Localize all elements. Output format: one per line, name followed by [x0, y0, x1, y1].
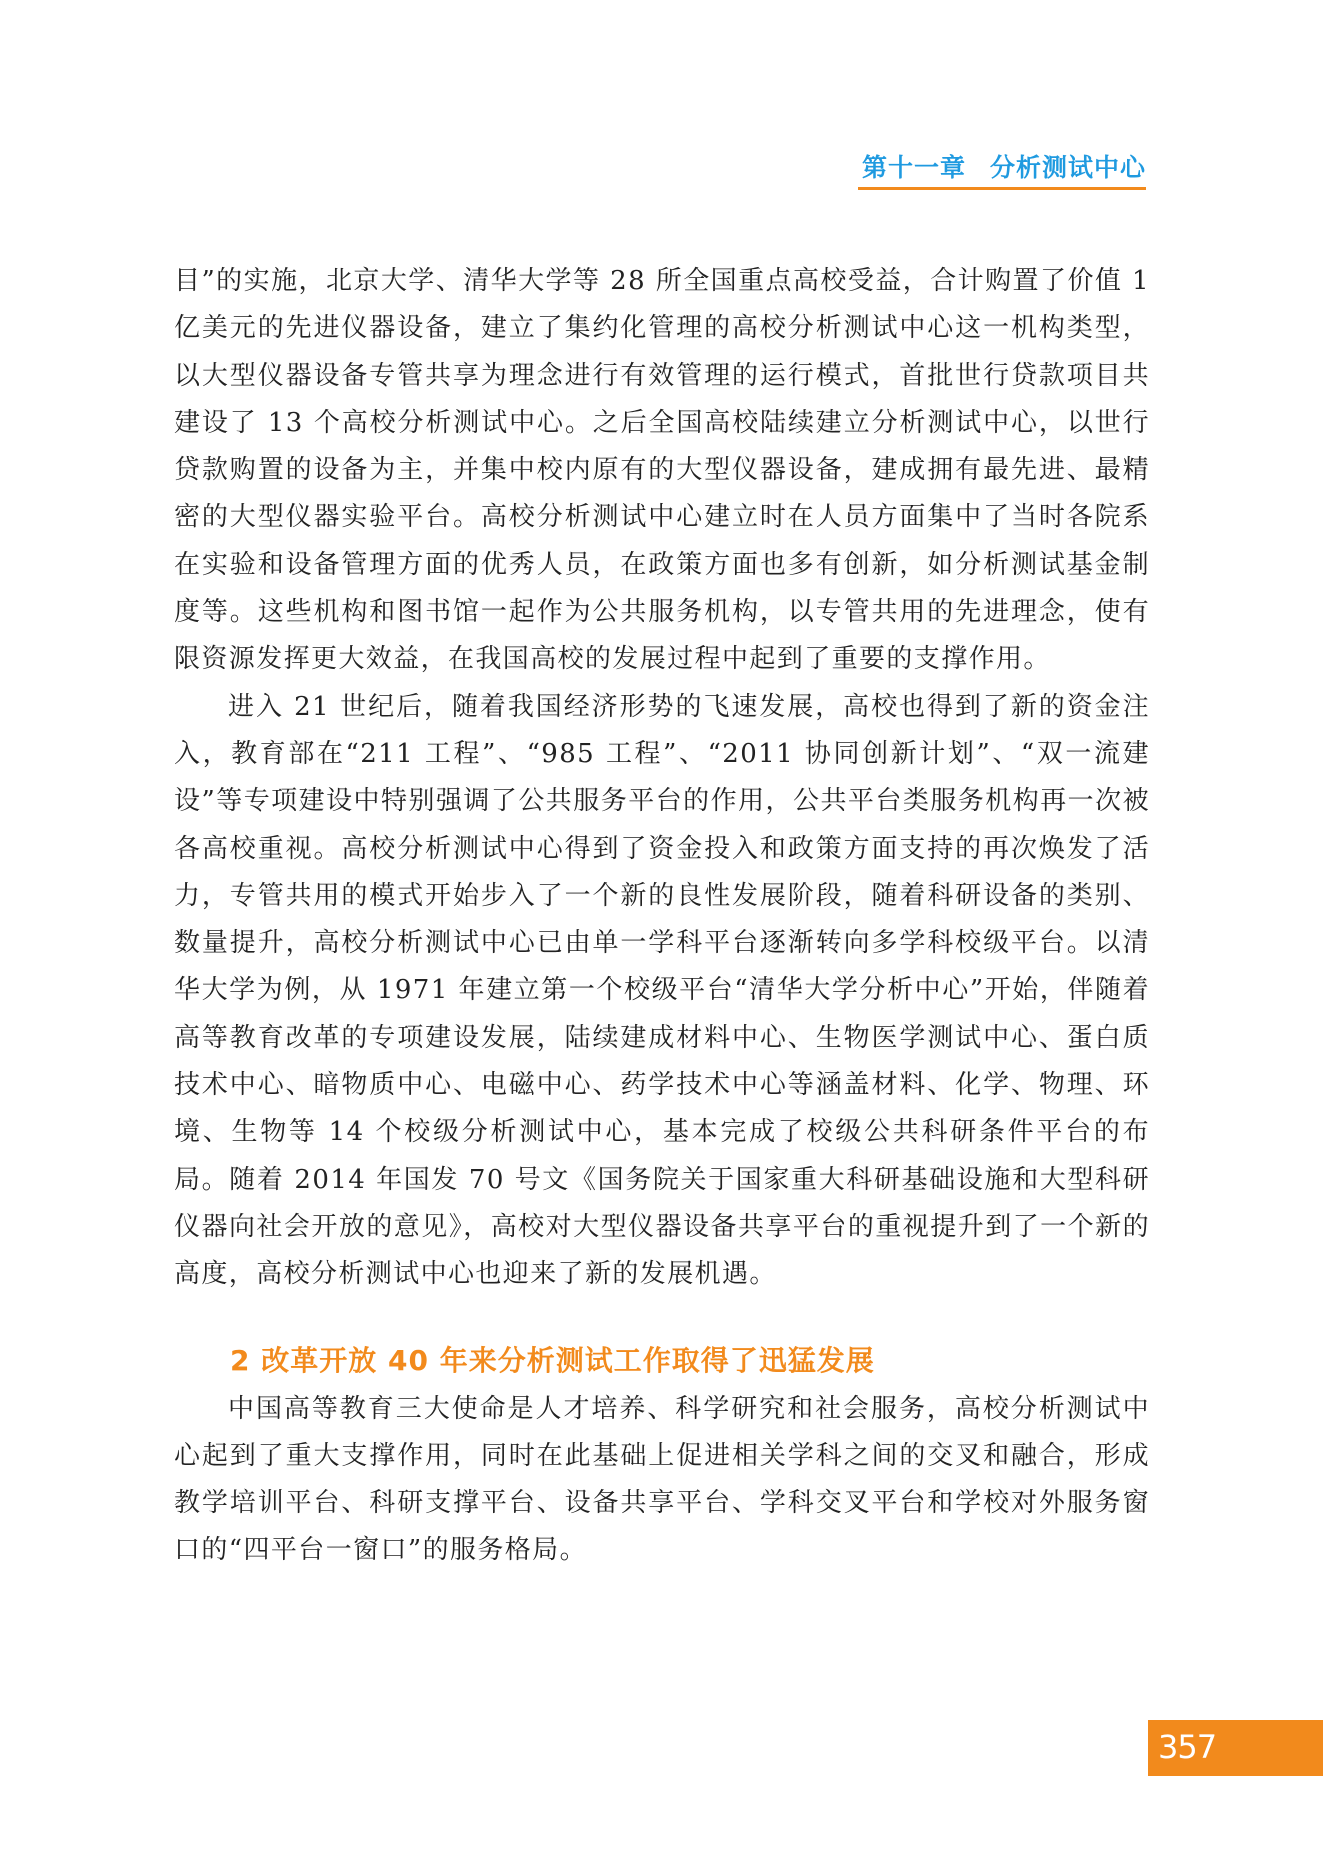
chapter-title: 分析测试中心 — [989, 153, 1146, 182]
chapter-number: 第十一章 — [861, 153, 966, 182]
section-heading: 2 改革开放 40 年来分析测试工作取得了迅猛发展 — [230, 1343, 875, 1377]
page-number-tab — [1148, 1720, 1323, 1776]
paragraph: 进入 21 世纪后，随着我国经济形势的飞速发展，高校也得到了新的资金注入，教育部在“211 工程”、“985 工程”、“2011 协同创新计划”、“双一流建设”等专项建设中特别强调了公共服务平台的作用，公共平台类服务机构再一次被各高校重视。高校分析测试中心得到了资金投入和政策方面支持的再次焕发了活力，专管共用的模式开始步入了一个新的良性发展阶段，随着科研设备的类别、数量提升，高校分析测试中心已由单一学科平台逐渐转向多学科校级平台。以清华大学为例，从 1971 年建立第一个校级平台“清华大学分析中心”开始，伴随着高等教育改革的专项建设发展，陆续建成材料中心、生物医学测试中心、蛋白质技术中心、暗物质中心、电磁中心、药学技术中心等涵盖材料、化学、物理、环境、生物等 14 个校级分析测试中心，基本完成了校级公共科研条件平台的布局。随着 2014 年国发 70 号文《国务院关于国家重大科研基础设施和大型科研仪器向社会开放的意见》，高校对大型仪器设备共享平台的重视提升到了一个新的高度，高校分析测试中心也迎来了新的发展机遇。 — [174, 691, 1150, 1290]
running-header — [858, 146, 1146, 190]
page-body — [174, 258, 1150, 1575]
paragraph: 中国高等教育三大使命是人才培养、科学研究和社会服务，高校分析测试中心起到了重大支撑作用，同时在此基础上促进相关学科之间的交叉和融合，形成教学培训平台、科研支撑平台、设备共享平台、学科交叉平台和学校对外服务窗口的“四平台一窗口”的服务格局。 — [174, 1393, 1150, 1566]
page-number: 357 — [1158, 1728, 1217, 1766]
paragraph-continued: 目”的实施，北京大学、清华大学等 28 所全国重点高校受益，合计购置了价值 1 亿美元的先进仪器设备，建立了集约化管理的高校分析测试中心这一机构类型，以大型仪器设备专管共享为理念进行有效管理的运行模式，首批世行贷款项目共建设了 13 个高校分析测试中心。之后全国高校陆续建立分析测试中心，以世行贷款购置的设备为主，并集中校内原有的大型仪器设备，建成拥有最先进、最精密的大型仪器实验平台。高校分析测试中心建立时在人员方面集中了当时各院系在实验和设备管理方面的优秀人员，在政策方面也多有创新，如分析测试基金制度等。这些机构和图书馆一起作为公共服务机构，以专管共用的先进理念，使有限资源发挥更大效益，在我国高校的发展过程中起到了重要的支撑作用。 — [174, 266, 1150, 675]
